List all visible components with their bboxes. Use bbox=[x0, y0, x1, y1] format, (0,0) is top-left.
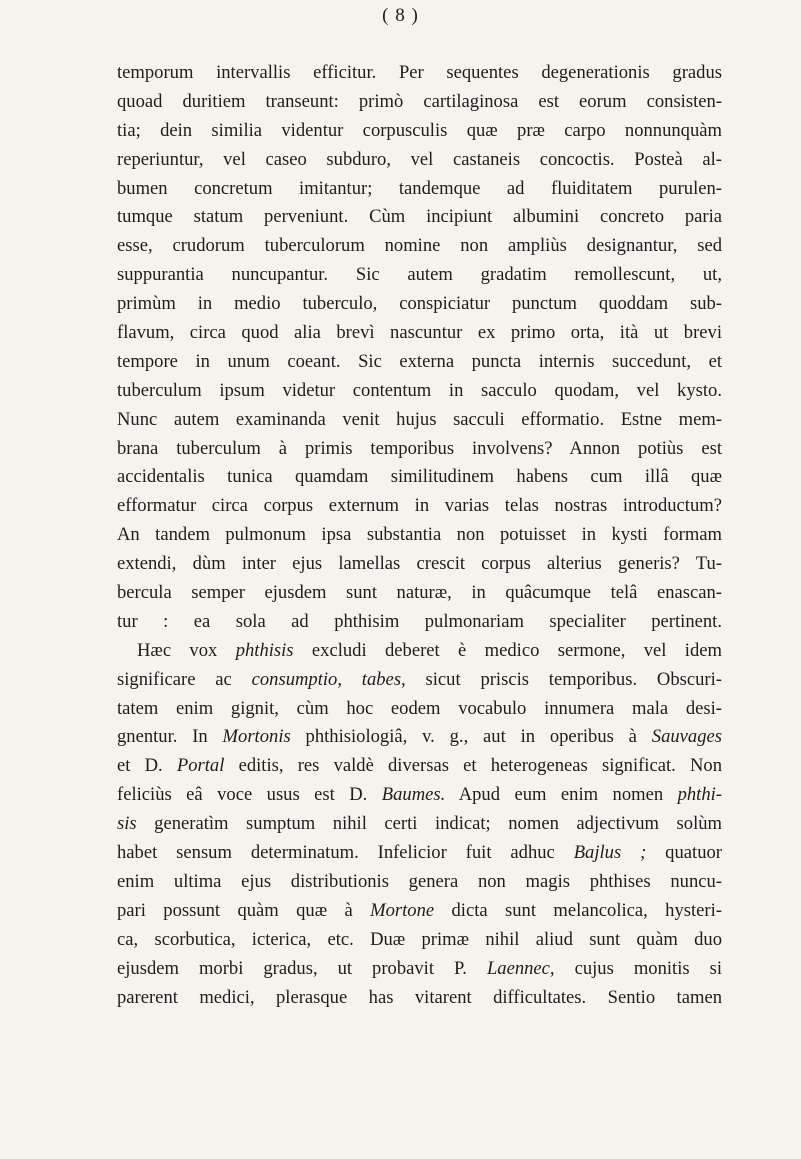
text-run: feliciùs eâ voce usus est D. bbox=[117, 784, 382, 806]
italic-text: phthi- bbox=[677, 784, 722, 806]
text-run: editis, res valdè diversas et heterogeneas significat. Non bbox=[224, 755, 723, 777]
text-run: generatìm sumptum nihil certi indicat; nomen adjectivum solùm bbox=[136, 813, 722, 835]
italic-text: Portal bbox=[176, 755, 225, 777]
text-run: parerent medici, plerasque has vitarent difficultates. Sentio tamen bbox=[117, 986, 722, 1008]
text-run: tia; dein similia videntur corpusculis quæ præ carpo nonnunquàm bbox=[117, 119, 722, 141]
text-line bbox=[117, 723, 722, 752]
text-line bbox=[117, 752, 722, 781]
text-line bbox=[117, 463, 722, 492]
italic-text: phthisis bbox=[235, 639, 294, 661]
text-run: habet sensum determinatum. Infelicior fuit adhuc bbox=[117, 842, 574, 864]
text-run: quoad duritiem transeunt: primò cartilaginosa est eorum consisten- bbox=[117, 90, 722, 112]
text-line bbox=[117, 608, 722, 637]
text-run: Nunc autem examinanda venit hujus sacculi efformatio. Estne mem- bbox=[117, 408, 722, 430]
text-line bbox=[117, 666, 722, 695]
text-run: An tandem pulmonum ipsa substantia non potuisset in kysti formam bbox=[117, 524, 722, 546]
italic-text: consumptio, tabes, bbox=[251, 668, 406, 690]
text-line bbox=[117, 175, 722, 204]
italic-text: Sauvages bbox=[651, 726, 722, 748]
text-line bbox=[117, 637, 722, 666]
text-line bbox=[117, 984, 722, 1013]
text-run: tuberculum ipsum videtur contentum in sacculo quodam, vel kysto. bbox=[117, 379, 722, 401]
text-line bbox=[117, 435, 722, 464]
text-run: Hæc vox bbox=[137, 639, 236, 661]
text-run: suppurantia nuncupantur. Sic autem gradatim remollescunt, ut, bbox=[117, 264, 722, 286]
body-text bbox=[117, 59, 722, 1012]
text-run: et D. bbox=[117, 755, 177, 777]
text-line bbox=[117, 290, 722, 319]
italic-text: Mortone bbox=[370, 899, 435, 921]
text-run: quatuor bbox=[646, 842, 722, 864]
text-run: excludi deberet è medico sermone, vel idem bbox=[293, 639, 722, 661]
text-run: esse, crudorum tuberculorum nomine non ampliùs designantur, sed bbox=[117, 235, 722, 257]
text-line bbox=[117, 232, 722, 261]
text-run: tempore in unum coeant. Sic externa puncta internis succedunt, et bbox=[117, 350, 722, 372]
text-run: cujus monitis si bbox=[554, 957, 723, 979]
text-line bbox=[117, 521, 722, 550]
text-line bbox=[117, 88, 722, 117]
text-run: ca, scorbutica, icterica, etc. Duæ primæ nihil aliud sunt quàm duo bbox=[117, 928, 722, 950]
text-line bbox=[117, 839, 722, 868]
text-run: accidentalis tunica quamdam similitudinem habens cum illâ quæ bbox=[117, 466, 722, 488]
text-line bbox=[117, 492, 722, 521]
italic-text: Laennec, bbox=[486, 957, 555, 979]
italic-text: Bajlus ; bbox=[573, 842, 647, 864]
page-number: ( 8 ) bbox=[382, 5, 419, 26]
text-line bbox=[117, 59, 722, 88]
text-run: gnentur. In bbox=[117, 726, 223, 748]
text-line bbox=[117, 897, 722, 926]
italic-text: Mortonis bbox=[222, 726, 291, 748]
text-run: extendi, dùm inter ejus lamellas crescit corpus alterius generis? Tu- bbox=[117, 553, 722, 575]
text-run: primùm in medio tuberculo, conspiciatur punctum quoddam sub- bbox=[117, 293, 722, 315]
text-line bbox=[117, 146, 722, 175]
text-line bbox=[117, 579, 722, 608]
text-run: bercula semper ejusdem sunt naturæ, in quâcumque telâ enascan- bbox=[117, 582, 722, 604]
text-run: tur : ea sola ad phthisim pulmonariam specialiter pertinent. bbox=[117, 610, 722, 632]
text-run: flavum, circa quod alia brevì nascuntur ex primo orta, ità ut brevi bbox=[117, 322, 722, 344]
text-run: Apud eum enim nomen bbox=[445, 784, 678, 806]
text-line bbox=[117, 781, 722, 810]
text-line bbox=[117, 319, 722, 348]
text-line bbox=[117, 550, 722, 579]
text-line bbox=[117, 261, 722, 290]
text-line bbox=[117, 926, 722, 955]
text-run: dicta sunt melancolica, hysteri- bbox=[434, 899, 722, 921]
text-run: enim ultima ejus distributionis genera non magis phthises nuncu- bbox=[117, 870, 722, 892]
text-run: ejusdem morbi gradus, ut probavit P. bbox=[117, 957, 487, 979]
text-run: bumen concretum imitantur; tandemque ad fluiditatem purulen- bbox=[117, 177, 722, 199]
text-line bbox=[117, 117, 722, 146]
text-line bbox=[117, 406, 722, 435]
text-run: phthisiologiâ, v. g., aut in operibus à bbox=[290, 726, 652, 748]
text-run: tatem enim gignit, cùm hoc eodem vocabulo innumera mala desi- bbox=[117, 697, 722, 719]
text-line bbox=[117, 955, 722, 984]
text-line bbox=[117, 377, 722, 406]
text-run: reperiuntur, vel caseo subduro, vel castaneis concoctis. Posteà al- bbox=[117, 148, 722, 170]
text-line bbox=[117, 695, 722, 724]
text-run: tumque statum perveniunt. Cùm incipiunt albumini concreto paria bbox=[117, 206, 722, 228]
text-run: temporum intervallis efficitur. Per sequentes degenerationis gradus bbox=[117, 62, 722, 83]
text-line bbox=[117, 868, 722, 897]
text-run: pari possunt quàm quæ à bbox=[117, 899, 371, 921]
italic-text: sis bbox=[117, 813, 137, 835]
text-run: significare ac bbox=[117, 668, 252, 690]
text-line bbox=[117, 203, 722, 232]
italic-text: Baumes. bbox=[381, 784, 446, 806]
text-run: brana tuberculum à primis temporibus involvens? Annon potiùs est bbox=[117, 437, 722, 459]
text-line bbox=[117, 348, 722, 377]
text-run: sicut priscis temporibus. Obscuri- bbox=[405, 668, 722, 690]
text-run: efformatur circa corpus externum in varias telas nostras introductum? bbox=[117, 495, 722, 517]
text-line bbox=[117, 810, 722, 839]
